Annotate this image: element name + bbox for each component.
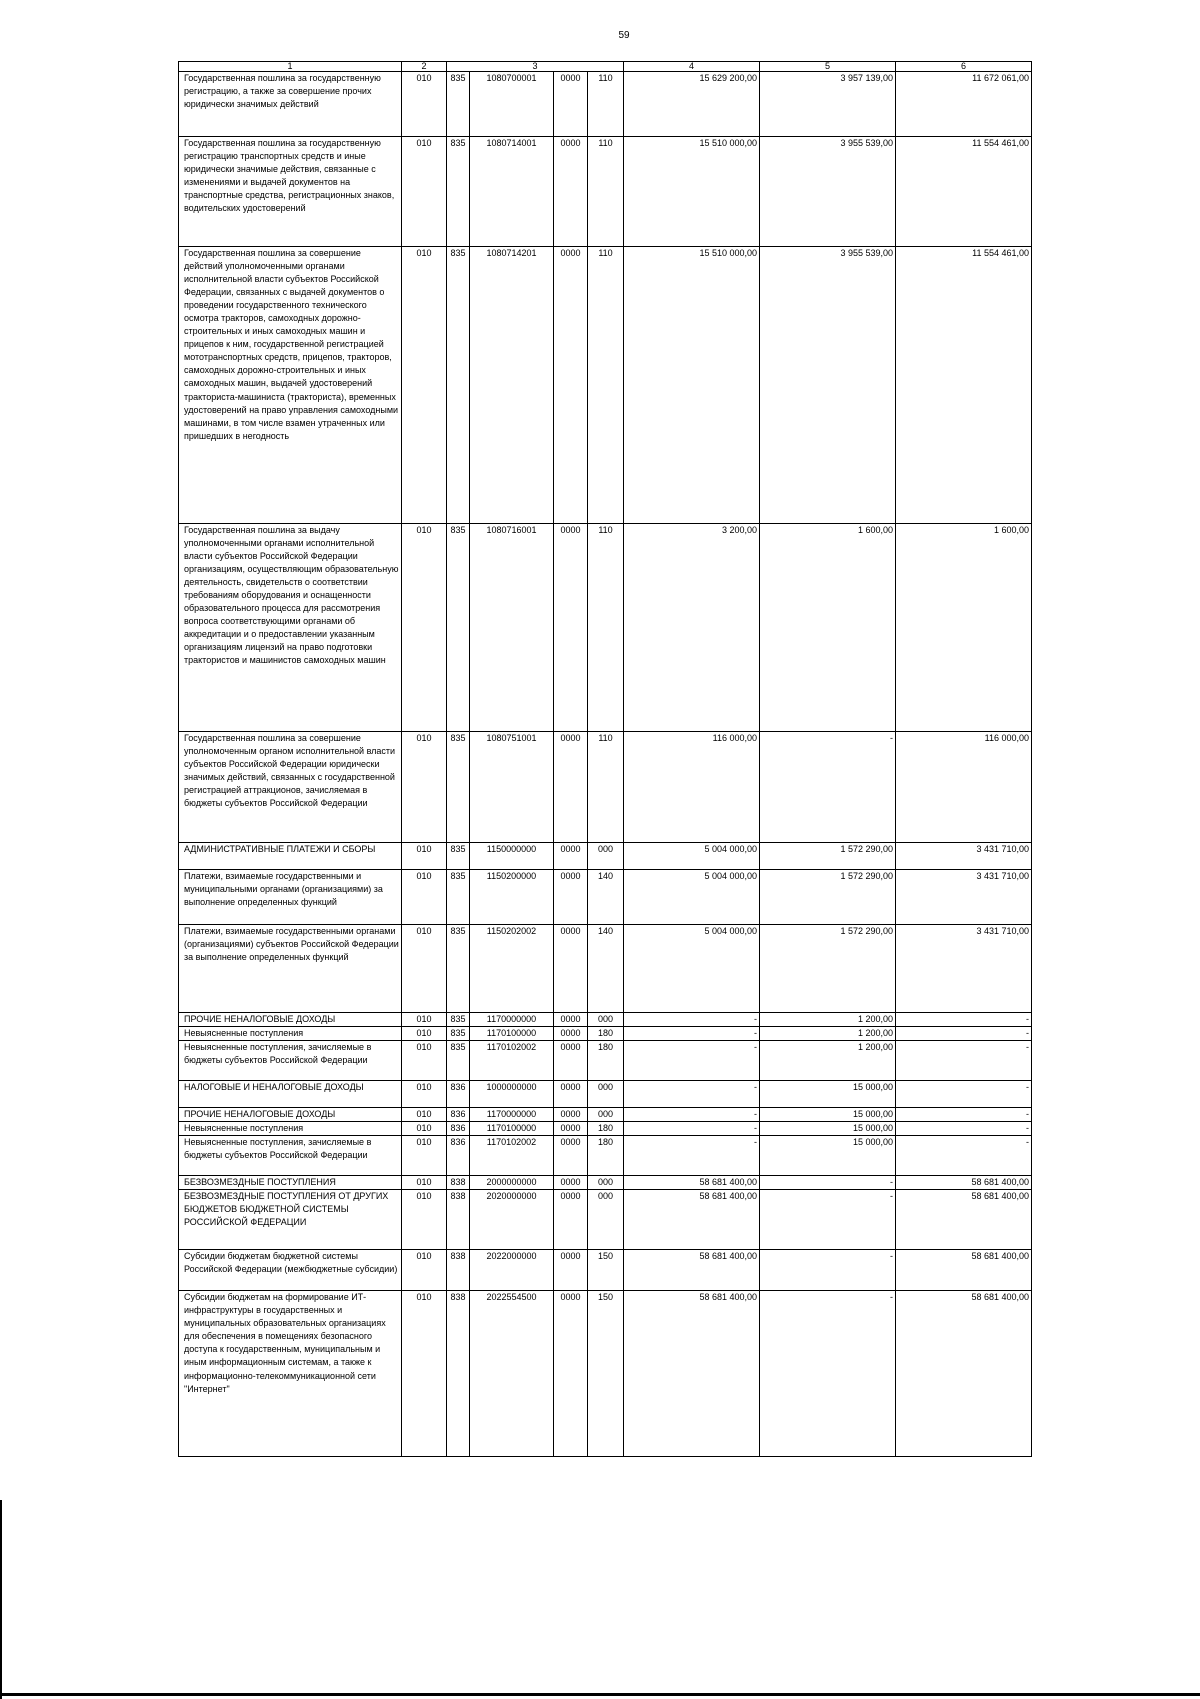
amount-cell-col6: 11 672 061,00 [896, 72, 1032, 137]
amount-cell-col6: - [896, 1136, 1032, 1176]
code-cell-admin: 010 [402, 1013, 447, 1027]
code-cell-agency: 835 [447, 1041, 470, 1081]
code-cell-agency: 838 [447, 1176, 470, 1190]
code-cell-kosgu: 140 [588, 870, 624, 925]
code-cell-agency: 836 [447, 1081, 470, 1108]
amount-cell-col6: 58 681 400,00 [896, 1190, 1032, 1250]
code-cell-admin: 010 [402, 247, 447, 524]
amount-cell-col5: 1 600,00 [760, 524, 896, 732]
amount-cell-col6: 3 431 710,00 [896, 843, 1032, 870]
amount-cell-col6: - [896, 1027, 1032, 1041]
amount-cell-col6: 3 431 710,00 [896, 925, 1032, 1013]
row-name-cell: Платежи, взимаемые государственными и муниципальными органами (организациями) за выполнение определенных функций [179, 870, 402, 925]
row-name-cell: Государственная пошлина за совершение уполномоченным органом исполнительной власти субъектов Российской Федерации юридически значимых действий, связанных с государственной регистрацией аттракционов, зачисляемая в бюджеты субъектов Российской Федерации [179, 732, 402, 843]
code-cell-kbk: 2020000000 [470, 1190, 554, 1250]
code-cell-kosgu: 180 [588, 1136, 624, 1176]
code-cell-subtype: 0000 [554, 925, 588, 1013]
code-cell-kbk: 1150000000 [470, 843, 554, 870]
code-cell-agency: 838 [447, 1291, 470, 1457]
amount-cell-col4: 15 629 200,00 [624, 72, 760, 137]
header-col-1: 1 [179, 62, 402, 72]
amount-cell-col4: 5 004 000,00 [624, 925, 760, 1013]
code-cell-subtype: 0000 [554, 137, 588, 247]
row-name-cell: Государственная пошлина за выдачу уполномоченными органами исполнительной власти субъектов Российской Федерации организациям, осуществляющим образовательную деятельность, свидетельств о соответствии требованиям оборудования и оснащенности образовательного процесса для рассмотрения вопроса соответствующими органами об аккредитации и о предоставлении указанным организациям лицензий на право подготовки трактористов и машинистов самоходных машин [179, 524, 402, 732]
amount-cell-col6: 116 000,00 [896, 732, 1032, 843]
amount-cell-col5: 3 957 139,00 [760, 72, 896, 137]
table-row [179, 870, 1032, 925]
code-cell-subtype: 0000 [554, 1081, 588, 1108]
amount-cell-col6: - [896, 1108, 1032, 1122]
amount-cell-col6: - [896, 1122, 1032, 1136]
code-cell-subtype: 0000 [554, 247, 588, 524]
code-cell-admin: 010 [402, 1136, 447, 1176]
table-row [179, 1027, 1032, 1041]
amount-cell-col4: 15 510 000,00 [624, 247, 760, 524]
table-row [179, 1190, 1032, 1250]
code-cell-agency: 835 [447, 732, 470, 843]
table-row [179, 843, 1032, 870]
amount-cell-col5: 15 000,00 [760, 1081, 896, 1108]
scan-left-edge [0, 1500, 2, 1699]
row-name-cell: Субсидии бюджетам бюджетной системы Российской Федерации (межбюджетные субсидии) [179, 1250, 402, 1291]
code-cell-kosgu: 180 [588, 1122, 624, 1136]
code-cell-agency: 835 [447, 247, 470, 524]
code-cell-kosgu: 110 [588, 72, 624, 137]
code-cell-kbk: 1080700001 [470, 72, 554, 137]
code-cell-kbk: 1170100000 [470, 1122, 554, 1136]
amount-cell-col5: 1 572 290,00 [760, 925, 896, 1013]
table-row [179, 1250, 1032, 1291]
amount-cell-col5: 15 000,00 [760, 1122, 896, 1136]
amount-cell-col5: 1 572 290,00 [760, 870, 896, 925]
code-cell-admin: 010 [402, 1041, 447, 1081]
code-cell-admin: 010 [402, 1081, 447, 1108]
code-cell-subtype: 0000 [554, 870, 588, 925]
code-cell-kbk: 1170102002 [470, 1041, 554, 1081]
amount-cell-col4: 15 510 000,00 [624, 137, 760, 247]
code-cell-admin: 010 [402, 1122, 447, 1136]
code-cell-kosgu: 140 [588, 925, 624, 1013]
row-name-cell: Невыясненные поступления, зачисляемые в бюджеты субъектов Российской Федерации [179, 1041, 402, 1081]
code-cell-agency: 838 [447, 1250, 470, 1291]
code-cell-kosgu: 180 [588, 1027, 624, 1041]
row-name-cell: Невыясненные поступления [179, 1027, 402, 1041]
code-cell-subtype: 0000 [554, 1176, 588, 1190]
code-cell-kbk: 1080751001 [470, 732, 554, 843]
code-cell-agency: 835 [447, 137, 470, 247]
code-cell-kbk: 1000000000 [470, 1081, 554, 1108]
table-row [179, 1136, 1032, 1176]
header-col-3: 3 [447, 62, 624, 72]
code-cell-agency: 838 [447, 1190, 470, 1250]
amount-cell-col5: 1 200,00 [760, 1013, 896, 1027]
code-cell-kosgu: 000 [588, 1190, 624, 1250]
code-cell-agency: 835 [447, 1027, 470, 1041]
code-cell-agency: 835 [447, 925, 470, 1013]
table-row [179, 1122, 1032, 1136]
amount-cell-col4: - [624, 1136, 760, 1176]
code-cell-kbk: 1170000000 [470, 1108, 554, 1122]
code-cell-kosgu: 000 [588, 843, 624, 870]
amount-cell-col5: - [760, 732, 896, 843]
amount-cell-col4: 58 681 400,00 [624, 1190, 760, 1250]
amount-cell-col6: 11 554 461,00 [896, 247, 1032, 524]
table-row [179, 72, 1032, 137]
amount-cell-col5: 3 955 539,00 [760, 137, 896, 247]
code-cell-subtype: 0000 [554, 732, 588, 843]
amount-cell-col4: - [624, 1122, 760, 1136]
amount-cell-col5: 1 572 290,00 [760, 843, 896, 870]
code-cell-kbk: 2000000000 [470, 1176, 554, 1190]
code-cell-admin: 010 [402, 925, 447, 1013]
table-row [179, 1291, 1032, 1457]
code-cell-kbk: 1150202002 [470, 925, 554, 1013]
row-name-cell: Платежи, взимаемые государственными органами (организациями) субъектов Российской Федерации за выполнение определенных функций [179, 925, 402, 1013]
amount-cell-col5: 1 200,00 [760, 1041, 896, 1081]
code-cell-admin: 010 [402, 1250, 447, 1291]
amount-cell-col4: - [624, 1027, 760, 1041]
code-cell-kosgu: 000 [588, 1176, 624, 1190]
amount-cell-col4: 3 200,00 [624, 524, 760, 732]
table-row [179, 1081, 1032, 1108]
amount-cell-col4: - [624, 1013, 760, 1027]
code-cell-admin: 010 [402, 1190, 447, 1250]
code-cell-agency: 836 [447, 1136, 470, 1176]
table-row [179, 524, 1032, 732]
amount-cell-col6: - [896, 1081, 1032, 1108]
amount-cell-col5: - [760, 1176, 896, 1190]
amount-cell-col6: - [896, 1013, 1032, 1027]
row-name-cell: ПРОЧИЕ НЕНАЛОГОВЫЕ ДОХОДЫ [179, 1108, 402, 1122]
code-cell-kosgu: 110 [588, 524, 624, 732]
row-name-cell: ПРОЧИЕ НЕНАЛОГОВЫЕ ДОХОДЫ [179, 1013, 402, 1027]
code-cell-subtype: 0000 [554, 1136, 588, 1176]
amount-cell-col5: 15 000,00 [760, 1108, 896, 1122]
amount-cell-col5: - [760, 1190, 896, 1250]
code-cell-admin: 010 [402, 72, 447, 137]
code-cell-subtype: 0000 [554, 1013, 588, 1027]
code-cell-subtype: 0000 [554, 1291, 588, 1457]
header-col-4: 4 [624, 62, 760, 72]
scan-bottom-edge [0, 1693, 1200, 1696]
amount-cell-col6: 58 681 400,00 [896, 1250, 1032, 1291]
amount-cell-col5: 15 000,00 [760, 1136, 896, 1176]
row-name-cell: Государственная пошлина за государственную регистрацию, а также за совершение прочих юридически значимых действий [179, 72, 402, 137]
amount-cell-col4: 58 681 400,00 [624, 1176, 760, 1190]
row-name-cell: Государственная пошлина за государственную регистрацию транспортных средств и иные юридически значимые действия, связанные с изменениями и выдачей документов на транспортные средства, регистрационных знаков, водительских удостоверений [179, 137, 402, 247]
table-row [179, 1108, 1032, 1122]
code-cell-admin: 010 [402, 1176, 447, 1190]
code-cell-agency: 836 [447, 1108, 470, 1122]
row-name-cell: БЕЗВОЗМЕЗДНЫЕ ПОСТУПЛЕНИЯ ОТ ДРУГИХ БЮДЖЕТОВ БЮДЖЕТНОЙ СИСТЕМЫ РОССИЙСКОЙ ФЕДЕРАЦИИ [179, 1190, 402, 1250]
amount-cell-col6: 3 431 710,00 [896, 870, 1032, 925]
amount-cell-col4: - [624, 1041, 760, 1081]
amount-cell-col6: 58 681 400,00 [896, 1291, 1032, 1457]
row-name-cell: АДМИНИСТРАТИВНЫЕ ПЛАТЕЖИ И СБОРЫ [179, 843, 402, 870]
code-cell-admin: 010 [402, 1027, 447, 1041]
code-cell-subtype: 0000 [554, 524, 588, 732]
code-cell-kbk: 1170100000 [470, 1027, 554, 1041]
code-cell-admin: 010 [402, 732, 447, 843]
code-cell-kosgu: 110 [588, 247, 624, 524]
code-cell-subtype: 0000 [554, 843, 588, 870]
row-name-cell: Невыясненные поступления [179, 1122, 402, 1136]
code-cell-kosgu: 150 [588, 1250, 624, 1291]
code-cell-subtype: 0000 [554, 72, 588, 137]
amount-cell-col6: 11 554 461,00 [896, 137, 1032, 247]
code-cell-admin: 010 [402, 1291, 447, 1457]
amount-cell-col4: 58 681 400,00 [624, 1250, 760, 1291]
amount-cell-col4: - [624, 1081, 760, 1108]
header-col-5: 5 [760, 62, 896, 72]
code-cell-subtype: 0000 [554, 1122, 588, 1136]
code-cell-admin: 010 [402, 843, 447, 870]
budget-table [178, 61, 1032, 1457]
row-name-cell: Невыясненные поступления, зачисляемые в бюджеты субъектов Российской Федерации [179, 1136, 402, 1176]
amount-cell-col5: - [760, 1291, 896, 1457]
code-cell-agency: 835 [447, 843, 470, 870]
table-row [179, 732, 1032, 843]
code-cell-subtype: 0000 [554, 1041, 588, 1081]
code-cell-kbk: 1170000000 [470, 1013, 554, 1027]
code-cell-kosgu: 000 [588, 1081, 624, 1108]
code-cell-kbk: 1170102002 [470, 1136, 554, 1176]
header-row [179, 62, 1032, 72]
code-cell-admin: 010 [402, 524, 447, 732]
amount-cell-col6: - [896, 1041, 1032, 1081]
amount-cell-col5: 1 200,00 [760, 1027, 896, 1041]
table-row [179, 1041, 1032, 1081]
code-cell-kbk: 1150200000 [470, 870, 554, 925]
code-cell-kbk: 2022000000 [470, 1250, 554, 1291]
amount-cell-col4: 5 004 000,00 [624, 843, 760, 870]
row-name-cell: НАЛОГОВЫЕ И НЕНАЛОГОВЫЕ ДОХОДЫ [179, 1081, 402, 1108]
amount-cell-col4: - [624, 1108, 760, 1122]
table-row [179, 247, 1032, 524]
code-cell-kbk: 2022554500 [470, 1291, 554, 1457]
page-number: 59 [618, 30, 630, 41]
row-name-cell: Субсидии бюджетам на формирование ИТ-инфраструктуры в государственных и муниципальных образовательных организациях для обеспечения в помещениях безопасного доступа к государственным, муниципальным и иным информационным системам, а также к информационно-телекоммуникационной сети "Интернет" [179, 1291, 402, 1457]
code-cell-agency: 836 [447, 1122, 470, 1136]
table-row [179, 1013, 1032, 1027]
code-cell-kosgu: 110 [588, 732, 624, 843]
code-cell-subtype: 0000 [554, 1027, 588, 1041]
amount-cell-col4: 116 000,00 [624, 732, 760, 843]
amount-cell-col4: 5 004 000,00 [624, 870, 760, 925]
code-cell-kosgu: 110 [588, 137, 624, 247]
code-cell-kbk: 1080714001 [470, 137, 554, 247]
row-name-cell: Государственная пошлина за совершение действий уполномоченными органами исполнительной власти субъектов Российской Федерации, связанных с выдачей документов о проведении государственного технического осмотра тракторов, самоходных дорожно-строительных и иных самоходных машин и прицепов к ним, государственной регистрацией мототранспортных средств, прицепов, тракторов, самоходных дорожно-строительных и иных самоходных машин, выдачей удостоверений тракториста-машиниста (тракториста), временных удостоверений на право управления самоходными машинами, в том числе взамен утраченных или пришедших в негодность [179, 247, 402, 524]
code-cell-admin: 010 [402, 870, 447, 925]
table-row [179, 137, 1032, 247]
table-row [179, 1176, 1032, 1190]
code-cell-agency: 835 [447, 524, 470, 732]
code-cell-kbk: 1080714201 [470, 247, 554, 524]
amount-cell-col4: 58 681 400,00 [624, 1291, 760, 1457]
code-cell-subtype: 0000 [554, 1250, 588, 1291]
code-cell-admin: 010 [402, 1108, 447, 1122]
code-cell-kosgu: 000 [588, 1013, 624, 1027]
row-name-cell: БЕЗВОЗМЕЗДНЫЕ ПОСТУПЛЕНИЯ [179, 1176, 402, 1190]
table-row [179, 925, 1032, 1013]
code-cell-kosgu: 000 [588, 1108, 624, 1122]
code-cell-kosgu: 180 [588, 1041, 624, 1081]
code-cell-agency: 835 [447, 72, 470, 137]
amount-cell-col6: 1 600,00 [896, 524, 1032, 732]
code-cell-kosgu: 150 [588, 1291, 624, 1457]
amount-cell-col5: 3 955 539,00 [760, 247, 896, 524]
code-cell-subtype: 0000 [554, 1108, 588, 1122]
header-col-6: 6 [896, 62, 1032, 72]
amount-cell-col5: - [760, 1250, 896, 1291]
code-cell-agency: 835 [447, 870, 470, 925]
header-col-2: 2 [402, 62, 447, 72]
code-cell-agency: 835 [447, 1013, 470, 1027]
amount-cell-col6: 58 681 400,00 [896, 1176, 1032, 1190]
code-cell-subtype: 0000 [554, 1190, 588, 1250]
code-cell-kbk: 1080716001 [470, 524, 554, 732]
code-cell-admin: 010 [402, 137, 447, 247]
